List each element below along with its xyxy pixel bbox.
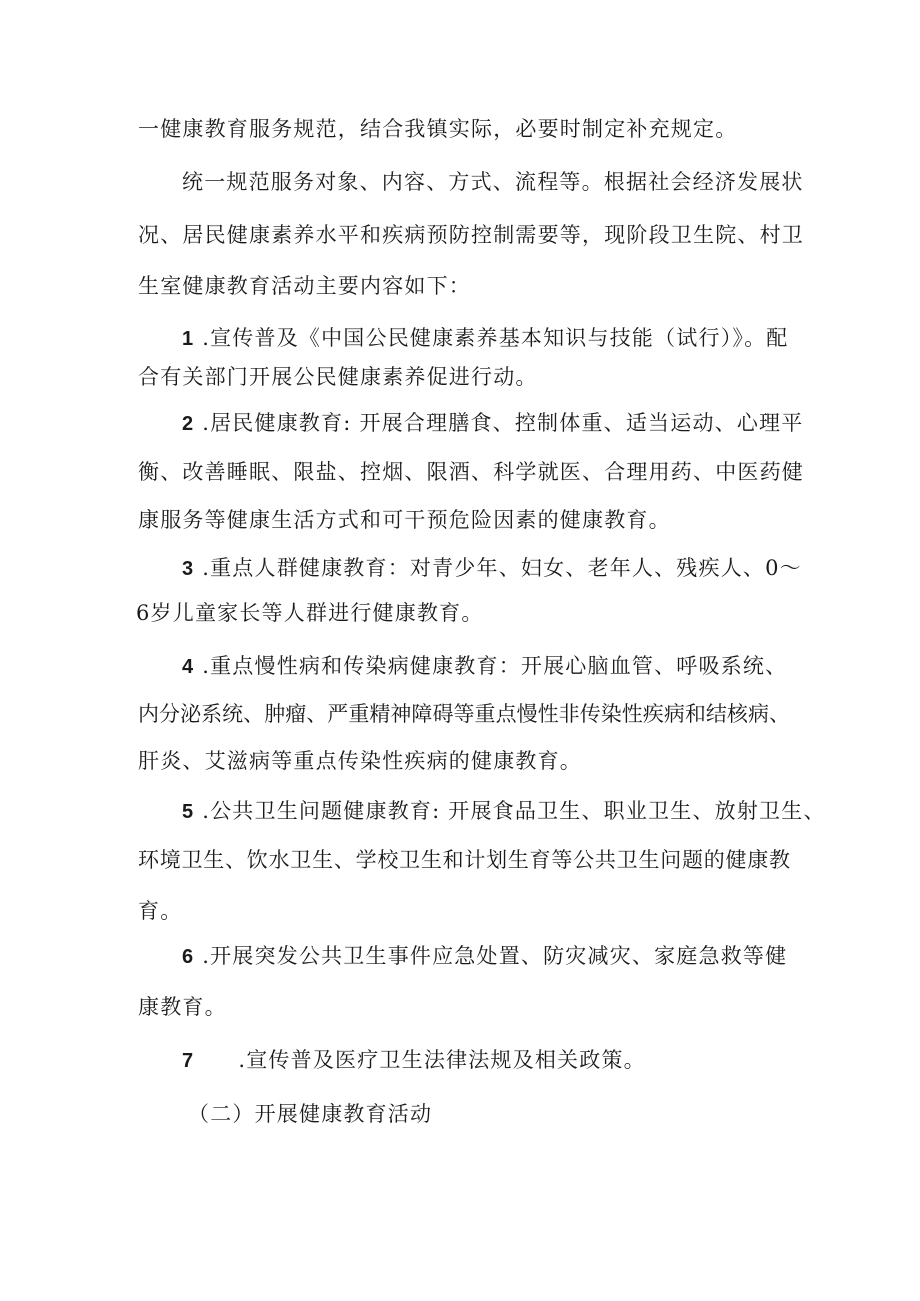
list-item-number: 5 bbox=[182, 801, 195, 823]
list-item-number: 2 bbox=[182, 413, 195, 435]
list-item-4-line-1 bbox=[182, 651, 787, 682]
intro-paragraph-line-3: 生室健康教育活动主要内容如下： bbox=[138, 274, 471, 298]
intro-paragraph-line-2: 况、居民健康素养水平和疾病预防控制需要等，现阶段卫生院、村卫 bbox=[138, 223, 804, 247]
list-item-5-line-3: 育。 bbox=[138, 899, 183, 923]
list-item-3-line-2: 6岁儿童家长等人群进行健康教育。 bbox=[136, 601, 484, 625]
list-item-separator: . bbox=[202, 411, 211, 435]
list-item-3-line-1 bbox=[182, 553, 802, 584]
list-item-number: 3 bbox=[182, 558, 195, 580]
paragraph-continuation-line: 一健康教育服务规范，结合我镇实际，必要时制定补充规定。 bbox=[138, 117, 738, 141]
list-item-number: 6 bbox=[182, 946, 195, 968]
list-item-2-line-2: 衡、改善睡眠、限盐、控烟、限酒、科学就医、合理用药、中医药健 bbox=[138, 460, 804, 484]
list-item-2-line-3: 康服务等健康生活方式和可干预危险因素的健康教育。 bbox=[138, 508, 671, 532]
list-item-separator: . bbox=[202, 799, 211, 823]
list-item-4-line-3: 肝炎、艾滋病等重点传染性疾病的健康教育。 bbox=[138, 749, 582, 773]
list-item-text: 开展突发公共卫生事件应急处置、防灾减灾、家庭急救等健 bbox=[210, 944, 788, 968]
list-item-5-line-1 bbox=[182, 796, 826, 827]
list-item-separator: . bbox=[202, 326, 211, 350]
list-item-2-line-1 bbox=[182, 408, 803, 439]
list-item-number: 1 bbox=[182, 328, 195, 350]
list-item-separator: . bbox=[202, 944, 211, 968]
intro-paragraph-line-1: 统一规范服务对象、内容、方式、流程等。根据社会经济发展状 bbox=[182, 170, 804, 194]
list-item-number: 4 bbox=[182, 656, 195, 678]
list-item-text: 宣传普及《中国公民健康素养基本知识与技能（试行）》。配 bbox=[210, 326, 789, 350]
list-item-text: 重点慢性病和传染病健康教育：开展心脑血管、呼吸系统、 bbox=[210, 654, 788, 678]
list-item-5-line-2: 环境卫生、饮水卫生、学校卫生和计划生育等公共卫生问题的健康教 bbox=[138, 848, 790, 872]
list-item-6-line-1 bbox=[182, 941, 787, 972]
list-item-separator: . bbox=[202, 556, 211, 580]
list-item-6-line-2: 康教育。 bbox=[138, 995, 227, 1019]
list-item-7-line-1 bbox=[182, 1045, 646, 1076]
list-item-1-line-2: 合有关部门开展公民健康素养促进行动。 bbox=[138, 365, 538, 389]
list-item-separator: . bbox=[238, 1048, 247, 1072]
section-heading: （二）开展健康教育活动 bbox=[188, 1102, 433, 1126]
list-item-text: 宣传普及医疗卫生法律法规及相关政策。 bbox=[246, 1048, 646, 1072]
list-item-1-line-1 bbox=[182, 323, 789, 354]
list-item-number: 7 bbox=[182, 1050, 195, 1072]
list-item-4-line-2: 内分泌系统、肿瘤、严重精神障碍等重点慢性非传染性疾病和结核病、 bbox=[138, 702, 790, 726]
list-item-text: 居民健康教育: 开展合理膳食、控制体重、适当运动、心理平 bbox=[210, 411, 804, 435]
list-item-separator: . bbox=[202, 654, 211, 678]
list-item-text: 公共卫生问题健康教育: 开展食品卫生、职业卫生、放射卫生、 bbox=[210, 799, 826, 823]
list-item-text: 重点人群健康教育：对青少年、妇女、老年人、残疾人、0〜 bbox=[210, 556, 802, 580]
